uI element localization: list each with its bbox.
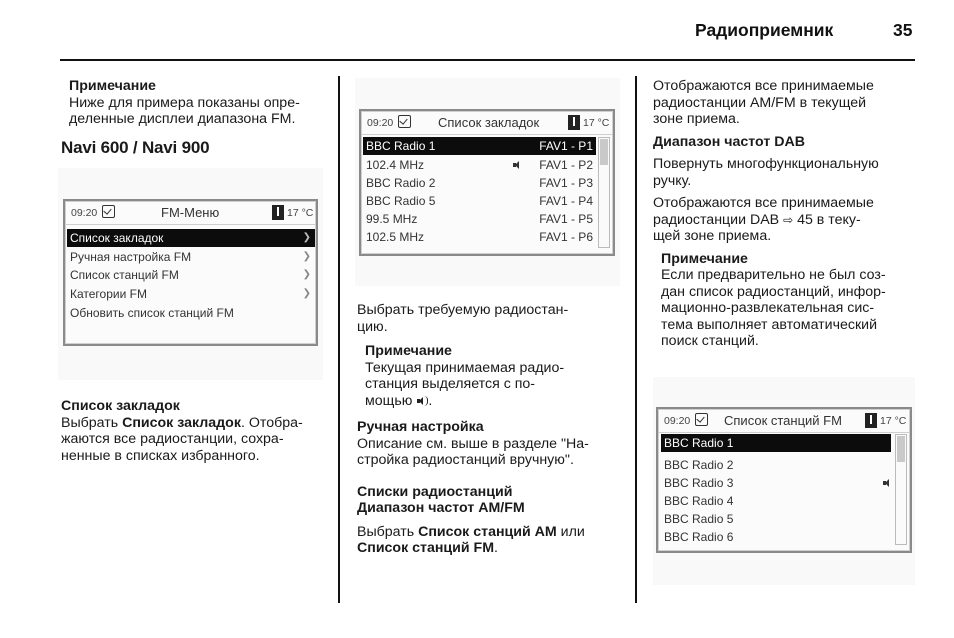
bookmark-row[interactable] xyxy=(363,228,596,246)
text: Выбрать xyxy=(357,523,419,540)
status-bar xyxy=(658,409,910,433)
paragraph-line: Отображаются все принимаемые xyxy=(653,78,874,94)
paragraph-line: зоне приема. xyxy=(653,111,740,127)
clock-check-icon xyxy=(102,205,115,218)
text: Выбрать xyxy=(61,414,123,431)
paragraph-line: Описание см. выше в разделе "На- xyxy=(357,435,589,452)
station-name: 102.5 MHz xyxy=(366,230,425,244)
bookmarks-section xyxy=(61,398,333,464)
note-text-line: Ниже для примера показаны опре- xyxy=(69,94,300,111)
chevron-right-icon: ❯ xyxy=(302,288,311,299)
menu-item-label: Ручная настройка FM xyxy=(70,250,192,264)
bookmark-row[interactable] xyxy=(363,156,596,174)
station-row[interactable] xyxy=(661,456,891,474)
station-row[interactable] xyxy=(661,474,891,492)
station-lists-section xyxy=(357,484,629,557)
station-name: BBC Radio 1 xyxy=(366,139,436,153)
paragraph-line: радиостанции AM/FM в текущей xyxy=(653,94,867,111)
clock-time: 09:20 xyxy=(71,207,98,219)
menu-item-label: Категории FM xyxy=(70,287,147,301)
preset-label: FAV1 - P1 xyxy=(539,139,593,153)
thermometer-icon xyxy=(272,205,284,220)
note-heading: Примечание xyxy=(661,250,748,267)
preset-label: FAV1 - P4 xyxy=(539,194,593,208)
note-heading: Примечание xyxy=(69,78,156,94)
bookmark-row[interactable] xyxy=(363,210,596,228)
chevron-right-icon: ❯ xyxy=(302,251,311,262)
note-text-line: станция выделяется с по- xyxy=(365,376,536,392)
text: мощью xyxy=(365,392,413,409)
paragraph-line xyxy=(357,524,629,541)
station-row[interactable] xyxy=(661,492,891,510)
station-name: BBC Radio 2 xyxy=(664,458,734,472)
status-bar xyxy=(65,201,316,225)
menu-item-update-station-list[interactable] xyxy=(67,304,315,322)
bookmark-row[interactable] xyxy=(363,174,596,192)
paragraph-line xyxy=(61,415,333,432)
station-row[interactable] xyxy=(661,434,891,452)
menu-item-bookmarks[interactable] xyxy=(67,229,315,247)
header-rule xyxy=(60,59,915,61)
station-row[interactable] xyxy=(661,510,891,528)
speaker-icon xyxy=(513,161,519,169)
note-block xyxy=(653,251,925,350)
station-name: 99.5 MHz xyxy=(366,212,418,226)
column-2-text xyxy=(357,302,629,557)
text: или xyxy=(556,523,585,540)
subsection-heading: Список закладок xyxy=(61,398,180,414)
subsection-heading: Ручная настройка xyxy=(357,419,484,435)
paragraph-line: щей зоне приема. xyxy=(653,228,772,244)
page-number: 35 xyxy=(893,20,913,40)
station-name: BBC Radio 6 xyxy=(664,530,734,544)
note-text-line: Если предварительно не был соз- xyxy=(661,267,886,283)
column-3-text xyxy=(653,78,925,350)
column-divider-1 xyxy=(338,76,340,603)
fm-station-list-screen xyxy=(656,407,912,553)
paragraph-line: Повернуть многофункциональную xyxy=(653,156,879,172)
manual-tuning-section xyxy=(357,419,629,469)
note-text-line: дан список радиостанций, инфор- xyxy=(661,283,886,300)
note-text-line: мационно-развлекательная сис- xyxy=(661,300,875,316)
section-title: Navi 600 / Navi 900 xyxy=(61,137,210,157)
paragraph xyxy=(653,78,925,128)
temperature: 17 °C xyxy=(583,117,610,129)
subsection-heading: Списки радиостанций xyxy=(357,483,513,500)
thermometer-icon xyxy=(865,413,877,428)
fm-menu-screen xyxy=(63,199,318,346)
note-block xyxy=(357,343,629,409)
scrollbar[interactable] xyxy=(598,137,610,248)
station-name: 102.4 MHz xyxy=(366,158,425,172)
preset-label: FAV1 - P3 xyxy=(539,176,593,190)
chevron-right-icon: ❯ xyxy=(302,269,311,280)
station-name: BBC Radio 2 xyxy=(366,176,436,190)
station-name: BBC Radio 4 xyxy=(664,494,734,508)
note-heading: Примечание xyxy=(365,343,452,359)
clock-check-icon xyxy=(695,413,708,426)
paragraph-line: жаются все радиостанции, сохра- xyxy=(61,431,284,447)
station-name: BBC Radio 3 xyxy=(664,476,734,490)
station-name: BBC Radio 5 xyxy=(664,512,734,526)
preset-label: FAV1 - P2 xyxy=(539,158,593,172)
station-name: BBC Radio 5 xyxy=(366,194,436,208)
paragraph-line: ручку. xyxy=(653,172,692,189)
text: радиостанции DAB xyxy=(653,211,784,228)
menu-item-label: Список закладок xyxy=(70,231,164,245)
paragraph xyxy=(653,156,925,189)
menu-item-label: Обновить список станций FM xyxy=(70,306,234,320)
menu-reference: Список станций AM xyxy=(418,523,557,540)
running-header-title: Радиоприемник xyxy=(695,20,834,40)
preset-label: FAV1 - P5 xyxy=(539,212,593,226)
preset-label: FAV1 - P6 xyxy=(539,230,593,244)
paragraph-line: стройка радиостанций вручную". xyxy=(357,452,574,468)
note-text-line: поиск станций. xyxy=(661,333,759,349)
menu-item-manual-tuning[interactable] xyxy=(67,248,315,266)
clock-check-icon xyxy=(398,115,411,128)
paragraph xyxy=(653,195,925,245)
temperature: 17 °C xyxy=(287,207,314,219)
note-text-line: Текущая принимаемая радио- xyxy=(365,359,565,376)
clock-time: 09:20 xyxy=(664,415,691,427)
scrollbar[interactable] xyxy=(895,434,907,545)
screen-title: Список станций FM xyxy=(724,413,842,428)
note-block xyxy=(61,78,331,128)
page-reference: 45 в теку- xyxy=(793,211,861,228)
status-bar xyxy=(361,111,613,135)
station-name: BBC Radio 1 xyxy=(664,436,734,450)
menu-reference: Список закладок xyxy=(122,414,241,431)
clock-time: 09:20 xyxy=(367,117,394,129)
column-divider-2 xyxy=(635,76,637,603)
thermometer-icon xyxy=(568,115,580,130)
subsection-heading: Диапазон частот AM/FM xyxy=(357,500,525,516)
text: . xyxy=(428,392,433,409)
paragraph-line: Отображаются все принимаемые xyxy=(653,195,874,211)
paragraph-line: ненные в списках избранного. xyxy=(61,447,260,464)
paragraph xyxy=(357,302,629,335)
paragraph-line: Выбрать требуемую радиостан- xyxy=(357,302,569,318)
note-text-line: тема выполняет автоматический xyxy=(661,316,877,333)
paragraph-line xyxy=(653,212,925,229)
scrollbar-thumb[interactable] xyxy=(897,436,905,462)
paragraph-line: цию. xyxy=(357,318,388,335)
menu-item-station-list[interactable] xyxy=(67,266,315,284)
station-row[interactable] xyxy=(661,528,891,546)
screen-title: Список закладок xyxy=(438,115,540,130)
bookmark-row[interactable] xyxy=(363,192,596,210)
speaker-icon xyxy=(883,479,889,487)
note-text-line xyxy=(365,393,629,410)
note-text-line: деленные дисплеи диапазона FM. xyxy=(69,111,296,127)
menu-item-label: Список станций FM xyxy=(70,268,179,282)
chevron-right-icon: ❯ xyxy=(302,232,311,243)
paragraph-line xyxy=(357,540,629,557)
text: . xyxy=(494,540,498,556)
bookmark-row[interactable] xyxy=(363,137,596,155)
screen-title: FM-Меню xyxy=(161,205,220,220)
temperature: 17 °C xyxy=(880,415,907,427)
speaker-icon xyxy=(416,396,428,406)
subsection-heading: Диапазон частот DAB xyxy=(653,133,805,150)
text: . Отобра- xyxy=(240,414,303,431)
scrollbar-thumb[interactable] xyxy=(600,139,608,165)
column-1 xyxy=(61,78,331,156)
menu-item-categories[interactable] xyxy=(67,285,315,303)
menu-reference: Список станций FM xyxy=(357,540,495,556)
bookmarks-screen xyxy=(359,109,615,256)
page-reference-arrow-icon: ⇨ xyxy=(783,212,794,227)
